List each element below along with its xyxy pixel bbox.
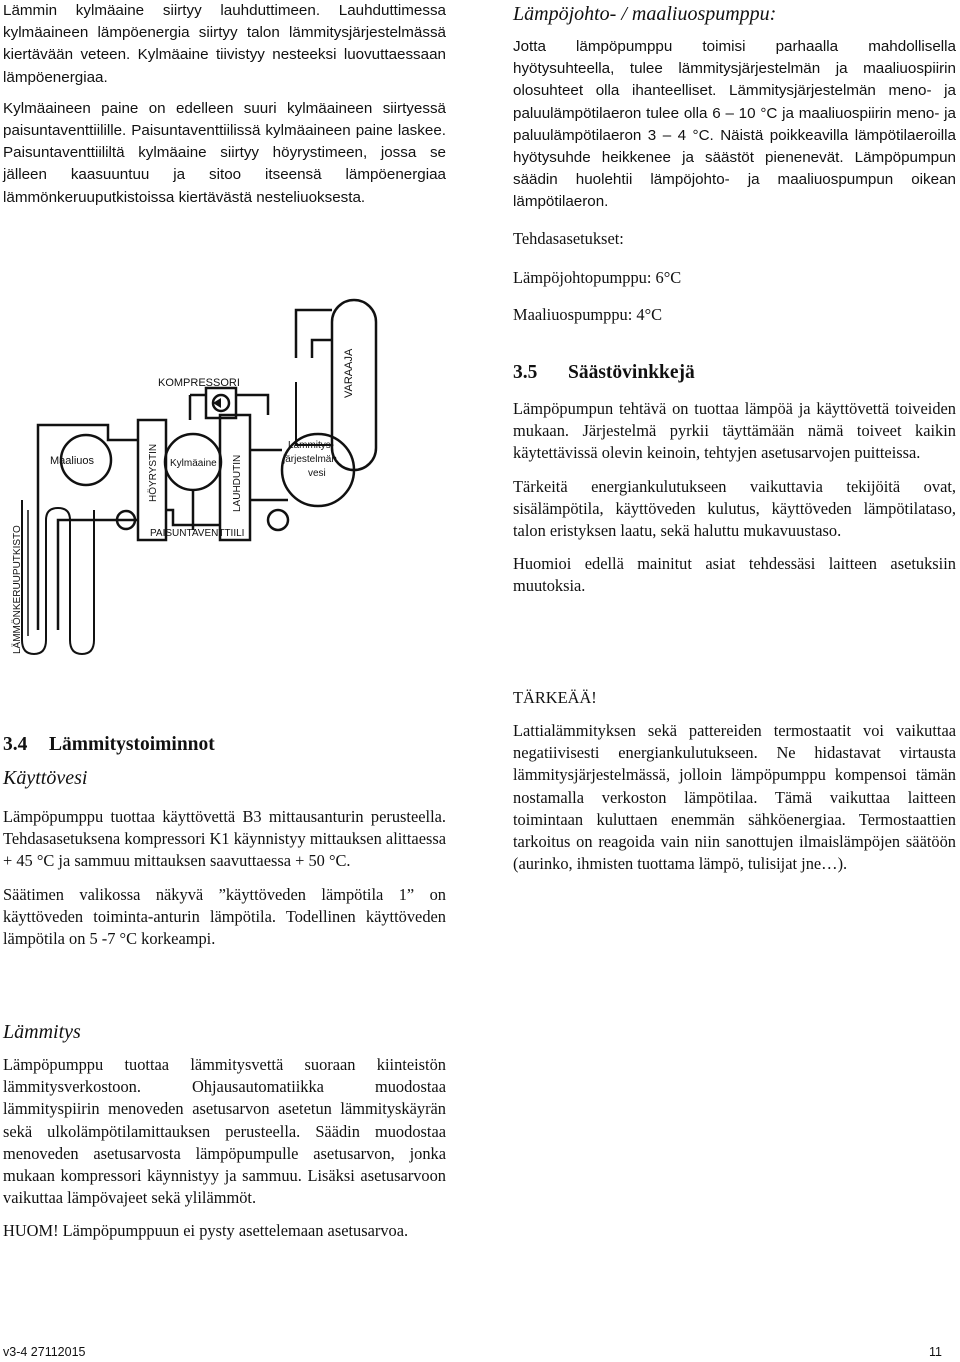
pump-heading: Lämpöjohto- / maaliuospumppu: [513,3,777,25]
section-3-5 [513,361,956,598]
paragraph: Tärkeitä energiankulutukseen vaikuttavia tekijöitä ovat, sisälämpötila, käyttöveden kulutus, käyttöveden lämpötilataso, talon eristyksen laatu, sekä haluttu mukavuustaso. [513,476,956,541]
lammitys-body [3,1054,446,1243]
paragraph: Lämpöpumppu tuottaa lämmitysvettä suoraan kiinteistön lämmitysverkostoon. Ohjausautomatiikka muodostaa lämmityspiirin menoveden asetusarvon asetetun lämmityskäyrän sekä ulkolämpötilamittauksen perusteella. Säädin muodostaa menoveden asetusarvosta lämpöpumpulle asetusarvon, jonka mukaan kompressori käynnistyy ja sammuu. Lisäksi asetusarvoon vaikuttaa lämpövajeet sekä ylilämmöt. [3,1055,446,1208]
paisuntaventtiili-label: PAISUNTAVENTTIILI [150,528,245,539]
section-number: 3.5 [513,362,538,383]
page-number: 11 [929,1345,942,1359]
tarkeaa-section [513,687,956,875]
maaliuos-setting: Maaliuospumppu: 4°C [513,304,663,324]
section-heading [3,733,446,757]
paragraph: HUOM! Lämpöpumppuun ei pysty asettelemaan asetusarvoa. [3,1221,409,1241]
right-column-pump [513,2,956,326]
kayttovesi-heading: Käyttövesi [3,767,88,789]
lammitys-heading: Lämmitys [3,1021,81,1043]
lammitys-label-3: vesi [308,468,326,479]
left-column-intro [3,0,446,209]
lammitys-label-2: järjestelmän [283,454,337,465]
heat-pump-diagram [8,270,380,660]
section-3-4 [3,733,446,950]
lammitys-label-1: Lämmitys- [288,440,335,451]
paragraph: Lattialämmityksen sekä pattereiden termostaatit voi vaikuttaa negatiivisesti energiankulutukseen. Ne hidastavat virtausta lämmitysjärjestelmässä, jolloin lämpöpumppu kompensoi tämän nostamalla verkoston lämpötilaa. Tämä vaikuttaa laitteen toimintaan kuluttaen enemmän sähköenergiaa. Termostaattien tarkoitus on reagoida vain niin sanottujen ilmaislämpöjen säätöön (aurinko, ihmisten tuottama lämpö, tulisijat jne…). [513,721,956,874]
paragraph: Kylmäaineen paine on edelleen suuri kylmäaineen siirtyessä paisuntaventtiilille. Paisuntaventtiilissä kylmäaineen paine laskee. Paisuntaventtiililtä kylmäaine siirtyy höyrystimeen, jossa se jälleen kaasuuntuu ja sitoo itseensä lämpöenergiaa lämmönkeruuputkistoissa kiertävästä nesteliuoksesta. [3,99,446,206]
paragraph: Lämmin kylmäaine siirtyy lauhduttimeen. Lauhduttimessa kylmäaineen lämpöenergia siirtyy talon lämmitysjärjestelmässä kiertävään veteen. Kylmäaine tiivistyy nesteeksi luovuttaessaan lämpöenergiaa. [3,2,446,86]
kayttovesi-body [3,806,446,950]
lauhdutin-label: LAUHDUTIN [232,454,243,512]
paragraph: Jotta lämpöpumppu toimisi parhaalla mahdollisella hyötysuhteella, tulee lämmitysjärjestelmän ja maaliuospiirin olosuhteet olla ihanteelliset. Lämmitysjärjestelmän meno- ja paluulämpötilaeron tulee olla 6 – 10 °C ja maaliuospiirin meno- ja paluulämpötilaeron 3 – 4 °C. Näistä poikkeavilla lämpötilaeroilla hyötysuhde heikkenee ja säästöt pienenevät. Lämpöpumpun säädin huolehtii lämpöjohto- ja maaliuospumpun oikean lämpötilaeron. [513,38,956,211]
tehdasasetukset-label: Tehdasasetukset: [513,228,624,248]
lampojohto-setting: Lämpöjohtopumppu: 6°C [513,267,682,287]
maaliuos-label: Maaliuos [50,455,95,467]
varaaja-label: VARAAJA [343,348,355,398]
section-3-5-body [513,398,956,598]
footer-version: v3-4 27112015 [3,1345,86,1359]
paragraph: Säätimen valikossa näkyvä ”käyttöveden lämpötila 1” on käyttöveden toiminta-anturin lämpötila. Todellinen käyttöveden lämpötila on 5 -7 °C korkeampi. [3,884,446,949]
kylmaaine-label: Kylmäaine [170,458,217,469]
section-title: Säästövinkkejä [568,362,695,383]
paragraph: Lämpöpumppu tuottaa käyttövettä B3 mittausanturin perusteella. Tehdasasetuksena kompressori K1 käynnistyy mittauksen alittaessa + 45 °C ja sammuu mittauksen saavuttaessa + 50 °C. [3,807,446,871]
lammitys-section [3,1020,446,1243]
hoyrystin-label: HÖYRYSTIN [148,443,159,502]
lammonkeruuputkisto-label: LÄMMÖNKERUUPUTKISTO [12,525,23,654]
section-heading [513,361,956,385]
section-number: 3.4 [3,734,28,755]
tarkeaa-heading: TÄRKEÄÄ! [513,688,597,707]
paragraph: Lämpöpumpun tehtävä on tuottaa lämpöä ja käyttövettä toiveiden mukaan. Järjestelmä pyrkii täyttämään nämä toiveet kaikin käytettävissä olevin keinoin, tehtyjen asetusarvojen puitteissa. [513,399,956,463]
paragraph: Huomioi edellä mainitut asiat tehdessäsi laitteen asetuksiin muutoksia. [513,554,956,596]
section-title: Lämmitystoiminnot [49,734,215,755]
kompressori-label: KOMPRESSORI [158,377,240,389]
